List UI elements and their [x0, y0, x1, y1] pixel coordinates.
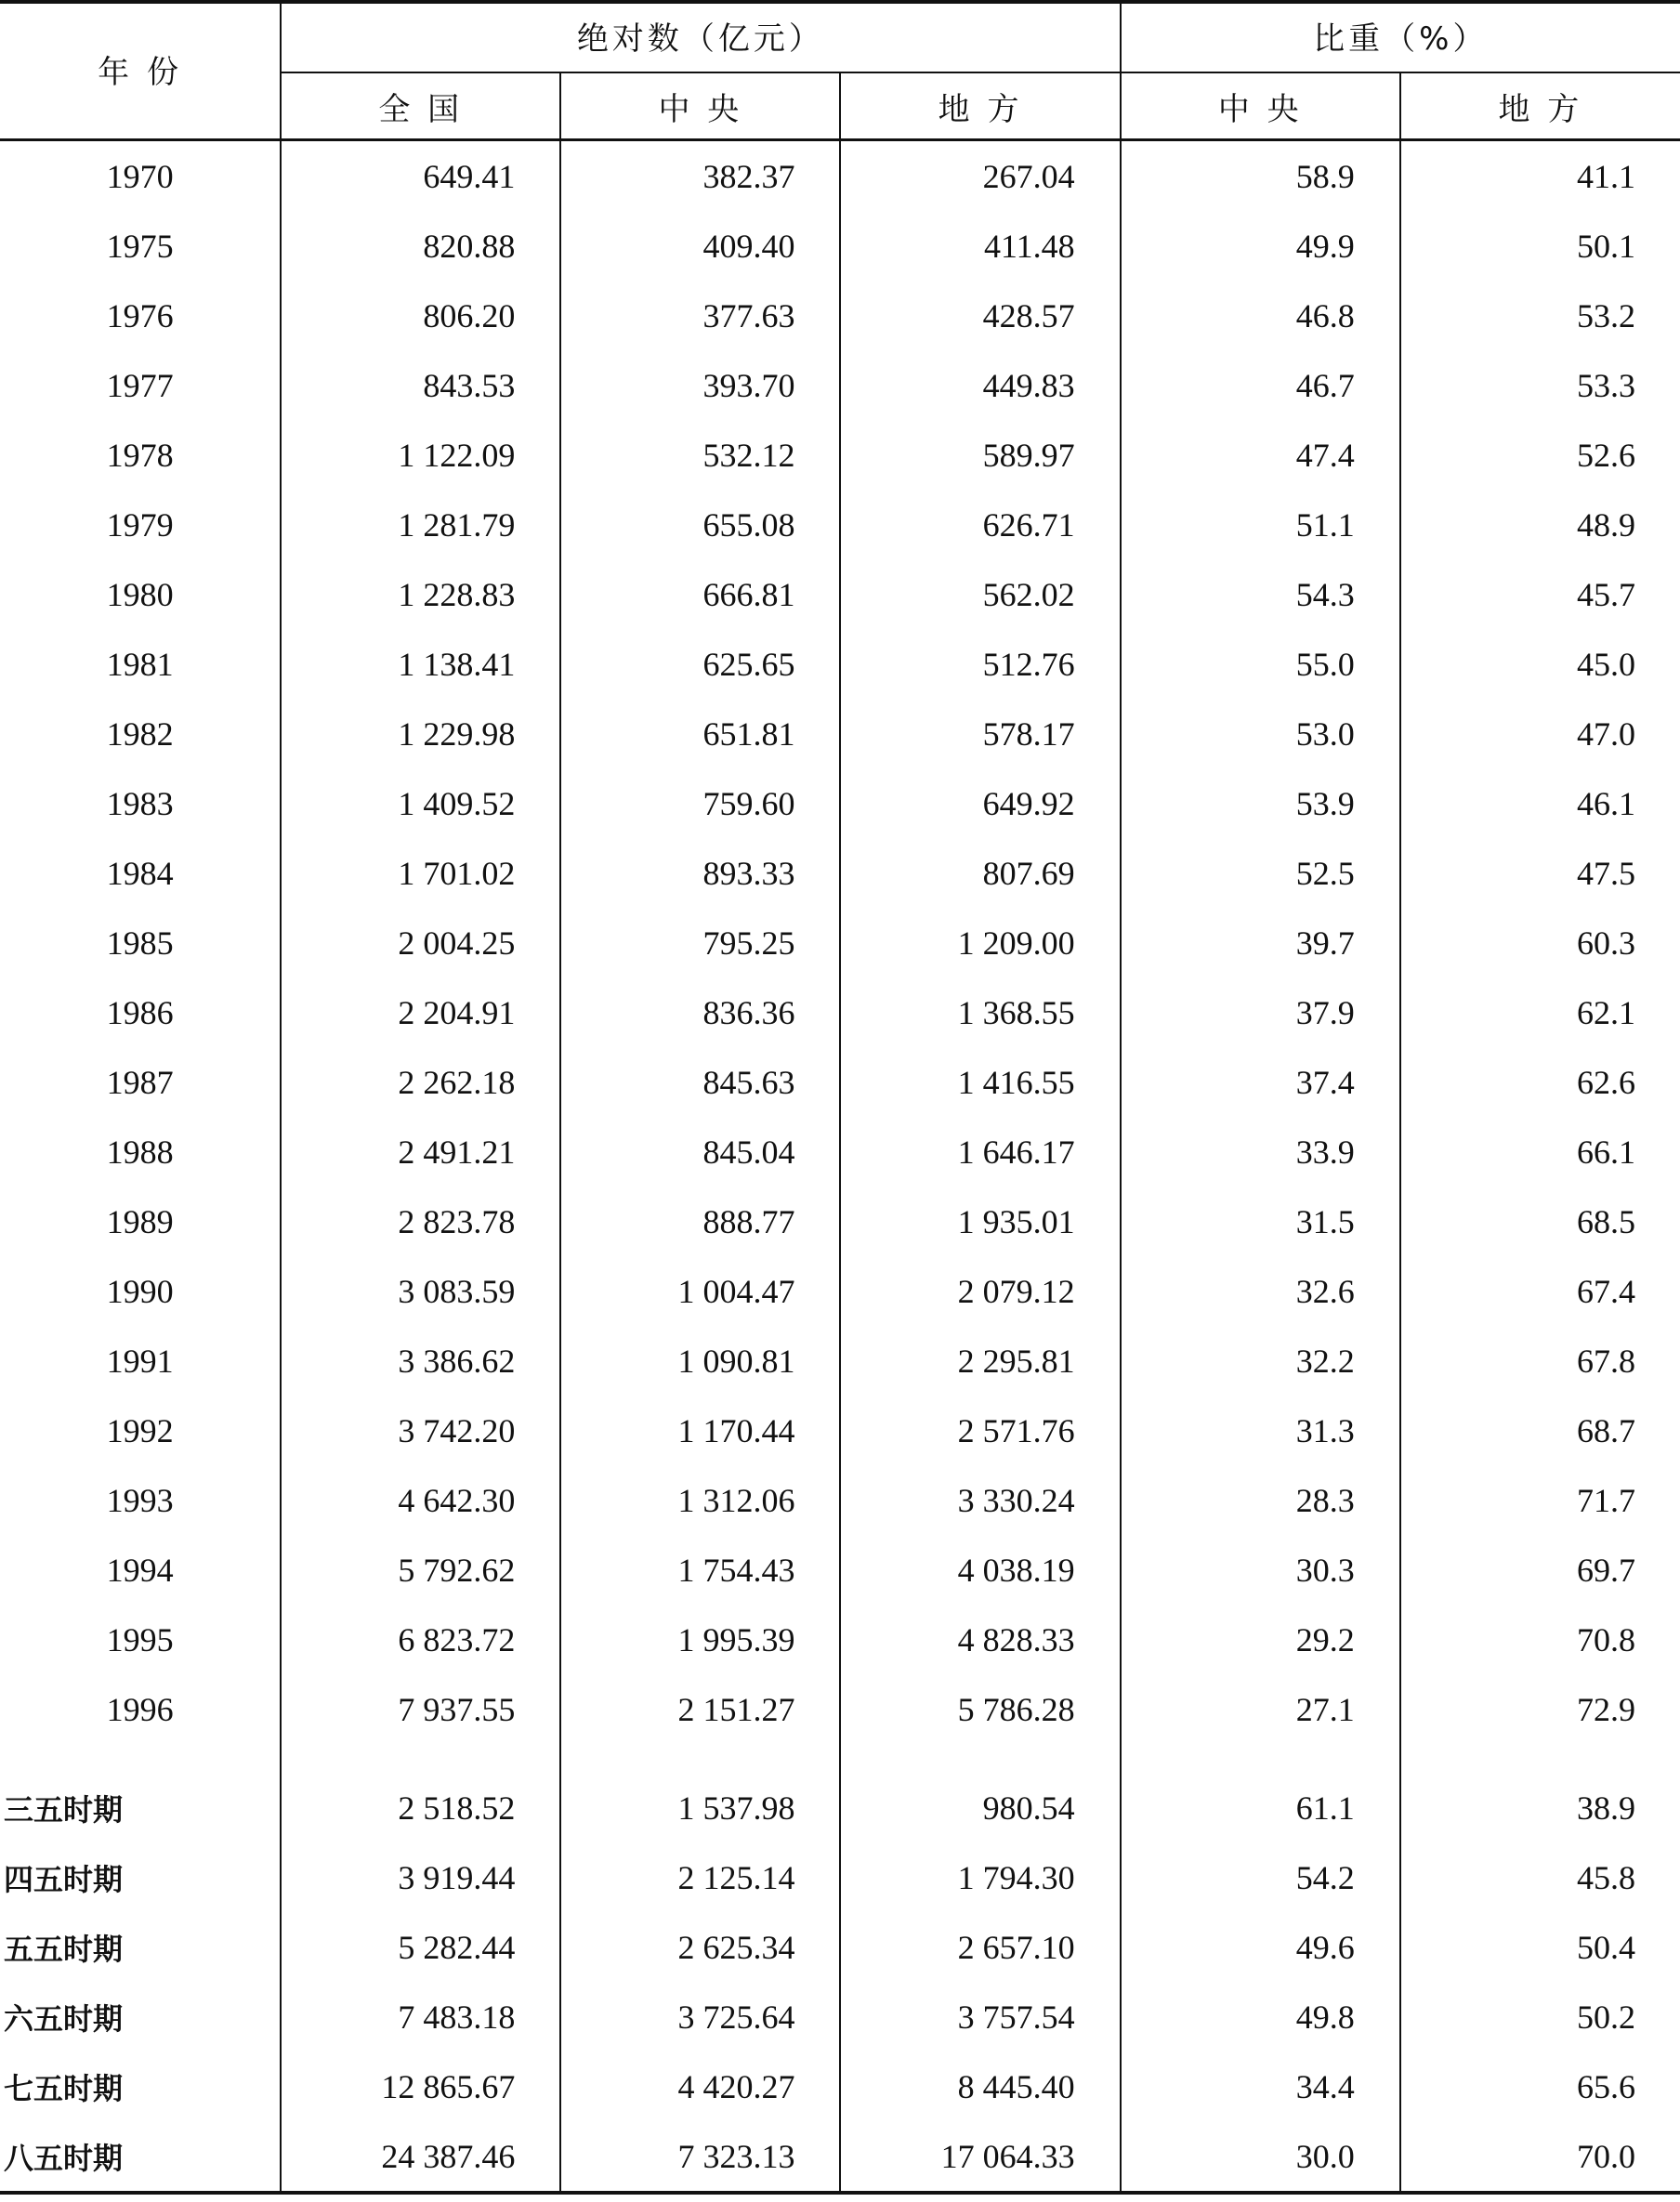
year-cell: 1990 — [106, 1272, 174, 1310]
total-cell: 3 742.20 — [281, 1396, 560, 1465]
local-cell: 807.69 — [840, 838, 1120, 908]
central-cell: 836.36 — [560, 977, 840, 1047]
year-cell: 1975 — [106, 227, 174, 265]
year-cell: 1983 — [106, 784, 174, 822]
local-share-cell: 60.3 — [1400, 908, 1680, 977]
year-cell: 七五时期 — [4, 2070, 124, 2106]
year-cell: 1995 — [106, 1620, 174, 1658]
table-header — [0, 0, 1680, 140]
spacer-cell — [1121, 1744, 1400, 1773]
central-cell: 795.25 — [560, 908, 840, 977]
local-share-cell: 66.1 — [1400, 1117, 1680, 1186]
local-share-cell: 45.7 — [1400, 559, 1680, 629]
local-cell: 267.04 — [840, 140, 1120, 212]
local-share-cell: 53.3 — [1400, 350, 1680, 420]
spacer-row — [0, 1744, 1680, 1773]
central-cell: 409.40 — [560, 211, 840, 281]
local-cell: 1 368.55 — [840, 977, 1120, 1047]
total-cell: 649.41 — [281, 140, 560, 212]
local-share-cell: 45.0 — [1400, 629, 1680, 699]
central-share-column-header: 中 央 — [1121, 72, 1400, 140]
local-cell: 626.71 — [840, 490, 1120, 559]
central-cell: 1 090.81 — [560, 1326, 840, 1396]
year-cell: 三五时期 — [4, 1791, 124, 1828]
period-row — [0, 1842, 1680, 1912]
local-cell: 1 794.30 — [840, 1842, 1120, 1912]
year-cell: 1976 — [106, 296, 174, 334]
local-cell: 3 757.54 — [840, 1982, 1120, 2051]
total-cell: 1 281.79 — [281, 490, 560, 559]
local-share-cell: 48.9 — [1400, 490, 1680, 559]
year-cell: 1996 — [106, 1690, 174, 1728]
table-row — [0, 140, 1680, 212]
share-group-header: 比重（%） — [1121, 0, 1680, 72]
central-cell: 382.37 — [560, 140, 840, 212]
absolute-group-header: 绝对数（亿元） — [281, 0, 1120, 72]
central-share-cell: 32.6 — [1121, 1256, 1400, 1326]
table-row — [0, 977, 1680, 1047]
local-share-cell: 50.1 — [1400, 211, 1680, 281]
local-share-cell: 71.7 — [1400, 1465, 1680, 1535]
table-row — [0, 908, 1680, 977]
central-share-cell: 58.9 — [1121, 140, 1400, 212]
local-cell: 428.57 — [840, 281, 1120, 350]
central-cell: 845.04 — [560, 1117, 840, 1186]
central-share-cell: 51.1 — [1121, 490, 1400, 559]
total-cell: 6 823.72 — [281, 1605, 560, 1674]
year-cell: 1991 — [106, 1342, 174, 1380]
central-share-cell: 53.9 — [1121, 768, 1400, 838]
year-cell: 1981 — [106, 645, 174, 683]
local-cell: 578.17 — [840, 699, 1120, 768]
year-cell: 1982 — [106, 714, 174, 753]
central-cell: 845.63 — [560, 1047, 840, 1117]
local-share-cell: 62.6 — [1400, 1047, 1680, 1117]
central-cell: 1 995.39 — [560, 1605, 840, 1674]
central-cell: 893.33 — [560, 838, 840, 908]
central-share-cell: 31.3 — [1121, 1396, 1400, 1465]
central-share-cell: 53.0 — [1121, 699, 1400, 768]
local-cell: 8 445.40 — [840, 2051, 1120, 2121]
central-share-cell: 31.5 — [1121, 1186, 1400, 1256]
spacer-cell — [1400, 1744, 1680, 1773]
local-share-cell: 62.1 — [1400, 977, 1680, 1047]
local-share-cell: 68.5 — [1400, 1186, 1680, 1256]
local-cell: 2 295.81 — [840, 1326, 1120, 1396]
total-cell: 12 865.67 — [281, 2051, 560, 2121]
central-cell: 1 312.06 — [560, 1465, 840, 1535]
table-row — [0, 838, 1680, 908]
central-share-cell: 54.2 — [1121, 1842, 1400, 1912]
central-cell: 1 004.47 — [560, 1256, 840, 1326]
central-share-cell: 37.4 — [1121, 1047, 1400, 1117]
total-cell: 1 701.02 — [281, 838, 560, 908]
total-cell: 5 792.62 — [281, 1535, 560, 1605]
total-cell: 806.20 — [281, 281, 560, 350]
total-cell: 3 386.62 — [281, 1326, 560, 1396]
period-row — [0, 1982, 1680, 2051]
year-cell: 1979 — [106, 505, 174, 544]
central-share-cell: 49.9 — [1121, 211, 1400, 281]
local-cell: 1 935.01 — [840, 1186, 1120, 1256]
local-share-cell: 53.2 — [1400, 281, 1680, 350]
central-share-cell: 61.1 — [1121, 1773, 1400, 1842]
table-body — [0, 140, 1680, 2194]
year-cell: 1992 — [106, 1411, 174, 1449]
local-cell: 1 416.55 — [840, 1047, 1120, 1117]
total-cell: 2 004.25 — [281, 908, 560, 977]
central-share-cell: 52.5 — [1121, 838, 1400, 908]
table-row — [0, 1535, 1680, 1605]
central-cell: 655.08 — [560, 490, 840, 559]
period-row — [0, 2121, 1680, 2193]
total-cell: 2 262.18 — [281, 1047, 560, 1117]
total-cell: 1 138.41 — [281, 629, 560, 699]
table-row — [0, 699, 1680, 768]
local-share-cell: 68.7 — [1400, 1396, 1680, 1465]
local-column-header: 地 方 — [840, 72, 1120, 140]
central-share-cell: 33.9 — [1121, 1117, 1400, 1186]
total-cell: 7 937.55 — [281, 1674, 560, 1744]
total-cell: 7 483.18 — [281, 1982, 560, 2051]
central-share-cell: 46.7 — [1121, 350, 1400, 420]
table-row — [0, 1326, 1680, 1396]
total-cell: 5 282.44 — [281, 1912, 560, 1982]
period-row — [0, 2051, 1680, 2121]
local-cell: 980.54 — [840, 1773, 1120, 1842]
local-share-cell: 45.8 — [1400, 1842, 1680, 1912]
table-row — [0, 1465, 1680, 1535]
central-cell: 2 625.34 — [560, 1912, 840, 1982]
total-cell: 1 122.09 — [281, 420, 560, 490]
central-share-cell: 39.7 — [1121, 908, 1400, 977]
local-cell: 2 657.10 — [840, 1912, 1120, 1982]
table-row — [0, 350, 1680, 420]
table-row — [0, 1047, 1680, 1117]
local-cell: 589.97 — [840, 420, 1120, 490]
total-cell: 2 204.91 — [281, 977, 560, 1047]
local-share-cell: 50.4 — [1400, 1912, 1680, 1982]
central-cell: 1 170.44 — [560, 1396, 840, 1465]
central-share-cell: 28.3 — [1121, 1465, 1400, 1535]
table-row — [0, 1256, 1680, 1326]
spacer-cell — [0, 1744, 281, 1773]
local-cell: 649.92 — [840, 768, 1120, 838]
central-cell: 393.70 — [560, 350, 840, 420]
central-share-cell: 49.8 — [1121, 1982, 1400, 2051]
table-row — [0, 1674, 1680, 1744]
local-cell: 4 038.19 — [840, 1535, 1120, 1605]
year-cell: 1977 — [106, 366, 174, 404]
central-cell: 3 725.64 — [560, 1982, 840, 2051]
year-cell: 五五时期 — [4, 1931, 124, 1967]
local-share-cell: 50.2 — [1400, 1982, 1680, 2051]
local-share-cell: 67.8 — [1400, 1326, 1680, 1396]
total-cell: 4 642.30 — [281, 1465, 560, 1535]
central-cell: 532.12 — [560, 420, 840, 490]
year-cell: 1986 — [106, 993, 174, 1031]
total-cell: 2 518.52 — [281, 1773, 560, 1842]
year-cell: 1987 — [106, 1063, 174, 1101]
table-row — [0, 420, 1680, 490]
local-share-cell: 70.8 — [1400, 1605, 1680, 1674]
spacer-cell — [840, 1744, 1120, 1773]
central-share-cell: 34.4 — [1121, 2051, 1400, 2121]
total-cell: 2 823.78 — [281, 1186, 560, 1256]
local-share-cell: 41.1 — [1400, 140, 1680, 212]
period-row — [0, 1773, 1680, 1842]
local-share-cell: 38.9 — [1400, 1773, 1680, 1842]
central-cell: 2 125.14 — [560, 1842, 840, 1912]
central-cell: 666.81 — [560, 559, 840, 629]
central-cell: 377.63 — [560, 281, 840, 350]
central-cell: 1 537.98 — [560, 1773, 840, 1842]
local-share-cell: 46.1 — [1400, 768, 1680, 838]
central-cell: 759.60 — [560, 768, 840, 838]
central-share-cell: 47.4 — [1121, 420, 1400, 490]
local-cell: 5 786.28 — [840, 1674, 1120, 1744]
central-share-cell: 30.0 — [1121, 2121, 1400, 2193]
local-share-cell: 65.6 — [1400, 2051, 1680, 2121]
local-cell: 17 064.33 — [840, 2121, 1120, 2193]
total-cell: 3 919.44 — [281, 1842, 560, 1912]
table-row — [0, 559, 1680, 629]
local-share-cell: 70.0 — [1400, 2121, 1680, 2193]
local-share-cell: 52.6 — [1400, 420, 1680, 490]
year-cell: 1993 — [106, 1481, 174, 1519]
central-share-cell: 49.6 — [1121, 1912, 1400, 1982]
spacer-cell — [281, 1744, 560, 1773]
year-cell: 1978 — [106, 436, 174, 474]
spacer-cell — [560, 1744, 840, 1773]
total-cell: 843.53 — [281, 350, 560, 420]
local-share-cell: 47.5 — [1400, 838, 1680, 908]
local-share-cell: 47.0 — [1400, 699, 1680, 768]
central-share-cell: 32.2 — [1121, 1326, 1400, 1396]
year-column-header: 年 份 — [0, 0, 281, 140]
local-cell: 449.83 — [840, 350, 1120, 420]
year-cell: 六五时期 — [4, 2000, 124, 2037]
table-row — [0, 211, 1680, 281]
local-cell: 1 209.00 — [840, 908, 1120, 977]
period-row — [0, 1912, 1680, 1982]
central-cell: 7 323.13 — [560, 2121, 840, 2193]
year-cell: 1980 — [106, 575, 174, 613]
central-share-cell: 30.3 — [1121, 1535, 1400, 1605]
table-row — [0, 281, 1680, 350]
central-share-cell: 27.1 — [1121, 1674, 1400, 1744]
central-cell: 2 151.27 — [560, 1674, 840, 1744]
table-row — [0, 768, 1680, 838]
table-row — [0, 1396, 1680, 1465]
central-cell: 625.65 — [560, 629, 840, 699]
year-cell: 四五时期 — [4, 1861, 124, 1897]
table-row — [0, 1186, 1680, 1256]
central-share-cell: 46.8 — [1121, 281, 1400, 350]
central-share-cell: 55.0 — [1121, 629, 1400, 699]
central-cell: 888.77 — [560, 1186, 840, 1256]
central-cell: 4 420.27 — [560, 2051, 840, 2121]
total-cell: 820.88 — [281, 211, 560, 281]
central-column-header: 中 央 — [560, 72, 840, 140]
local-cell: 512.76 — [840, 629, 1120, 699]
central-cell: 651.81 — [560, 699, 840, 768]
total-cell: 1 228.83 — [281, 559, 560, 629]
year-cell: 1994 — [106, 1551, 174, 1589]
central-cell: 1 754.43 — [560, 1535, 840, 1605]
local-share-column-header: 地 方 — [1400, 72, 1680, 140]
local-cell: 411.48 — [840, 211, 1120, 281]
local-cell: 4 828.33 — [840, 1605, 1120, 1674]
total-cell: 3 083.59 — [281, 1256, 560, 1326]
total-cell: 24 387.46 — [281, 2121, 560, 2193]
total-cell: 2 491.21 — [281, 1117, 560, 1186]
local-share-cell: 69.7 — [1400, 1535, 1680, 1605]
table-row — [0, 1605, 1680, 1674]
year-cell: 1970 — [106, 157, 174, 195]
total-column-header: 全 国 — [281, 72, 560, 140]
year-cell: 1985 — [106, 924, 174, 962]
table-row — [0, 490, 1680, 559]
total-cell: 1 229.98 — [281, 699, 560, 768]
local-share-cell: 72.9 — [1400, 1674, 1680, 1744]
local-cell: 1 646.17 — [840, 1117, 1120, 1186]
central-share-cell: 29.2 — [1121, 1605, 1400, 1674]
local-cell: 3 330.24 — [840, 1465, 1120, 1535]
table-row — [0, 629, 1680, 699]
year-cell: 1984 — [106, 854, 174, 892]
total-cell: 1 409.52 — [281, 768, 560, 838]
table-row — [0, 1117, 1680, 1186]
local-share-cell: 67.4 — [1400, 1256, 1680, 1326]
local-cell: 2 079.12 — [840, 1256, 1120, 1326]
year-cell: 1989 — [106, 1202, 174, 1240]
central-share-cell: 37.9 — [1121, 977, 1400, 1047]
year-cell: 八五时期 — [0, 2121, 281, 2193]
local-cell: 562.02 — [840, 559, 1120, 629]
central-share-cell: 54.3 — [1121, 559, 1400, 629]
local-cell: 2 571.76 — [840, 1396, 1120, 1465]
year-cell: 1988 — [106, 1133, 174, 1171]
